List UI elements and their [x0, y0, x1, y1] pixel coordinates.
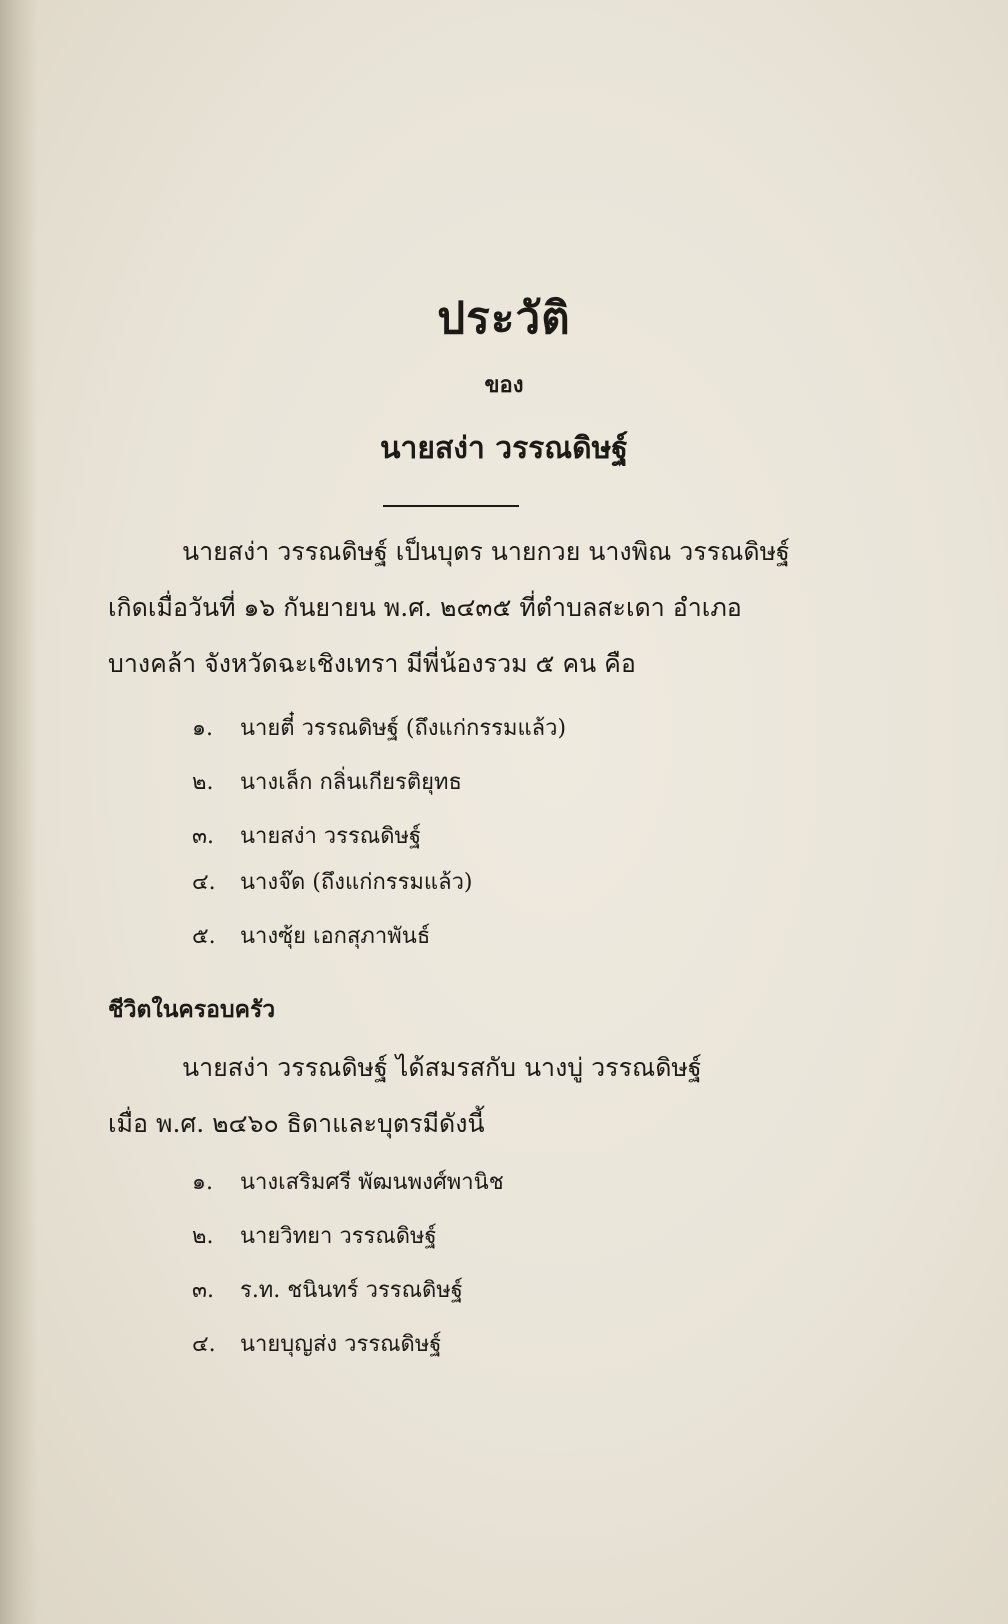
sibling-item — [192, 868, 473, 898]
sibling-item — [192, 922, 430, 952]
list-number: ๓. — [192, 1278, 215, 1303]
list-text: นายตี๋ วรรณดิษฐ์ (ถึงแก่กรรมแล้ว) — [240, 716, 567, 741]
sibling-item — [192, 768, 462, 798]
list-number: ๓. — [192, 824, 215, 849]
list-number: ๒. — [192, 1224, 214, 1249]
list-number: ๑. — [192, 1170, 213, 1195]
list-text: นายวิทยา วรรณดิษฐ์ — [240, 1224, 437, 1249]
page-title: ประวัติ — [437, 293, 571, 344]
list-number: ๔. — [192, 870, 216, 895]
child-item — [192, 1330, 441, 1360]
list-text: นางเสริมศรี พัฒนพงศ์พานิช — [240, 1170, 504, 1195]
family-heading: ชีวิตในครอบครัว — [108, 996, 276, 1023]
list-number: ๕. — [192, 924, 216, 949]
list-number: ๔. — [192, 1332, 216, 1357]
intro-paragraph — [108, 524, 820, 692]
person-name: นายสง่า วรรณดิษฐ์ — [380, 431, 628, 466]
subtitle-of: ของ — [484, 372, 524, 398]
list-text: นางจ๊ด (ถึงแก่กรรมแล้ว) — [240, 870, 473, 895]
page-gutter-shadow — [0, 0, 38, 1624]
list-text: นางซุ้ย เอกสุภาพันธ์ — [240, 924, 431, 949]
list-text: นายสง่า วรรณดิษฐ์ — [240, 824, 422, 849]
sibling-item — [192, 822, 421, 852]
child-item — [192, 1222, 437, 1252]
list-text: นายบุญส่ง วรรณดิษฐ์ — [240, 1332, 442, 1357]
list-number: ๒. — [192, 770, 214, 795]
family-line: เมื่อ พ.ศ. ๒๔๖๐ ธิดาและบุตรมีดังนี้ — [108, 1109, 485, 1138]
family-paragraph — [108, 1040, 820, 1152]
title-divider — [383, 505, 519, 507]
family-line: นายสง่า วรรณดิษฐ์ ได้สมรสกับ นางบู่ วรรณดิษฐ์ — [182, 1053, 702, 1082]
intro-line: บางคล้า จังหวัดฉะเชิงเทรา มีพี่น้องรวม ๕ คน คือ — [108, 649, 636, 678]
child-item — [192, 1168, 504, 1198]
child-item — [192, 1276, 463, 1306]
intro-line: นายสง่า วรรณดิษฐ์ เป็นบุตร นายกวย นางพิณ วรรณดิษฐ์ — [182, 537, 790, 566]
list-text: ร.ท. ชนินทร์ วรรณดิษฐ์ — [240, 1278, 463, 1303]
list-text: นางเล็ก กลิ่นเกียรติยุทธ — [240, 770, 462, 795]
sibling-item — [192, 714, 566, 744]
list-number: ๑. — [192, 716, 213, 741]
intro-line: เกิดเมื่อวันที่ ๑๖ กันยายน พ.ศ. ๒๔๓๕ ที่ตำบลสะเดา อำเภอ — [108, 593, 742, 622]
